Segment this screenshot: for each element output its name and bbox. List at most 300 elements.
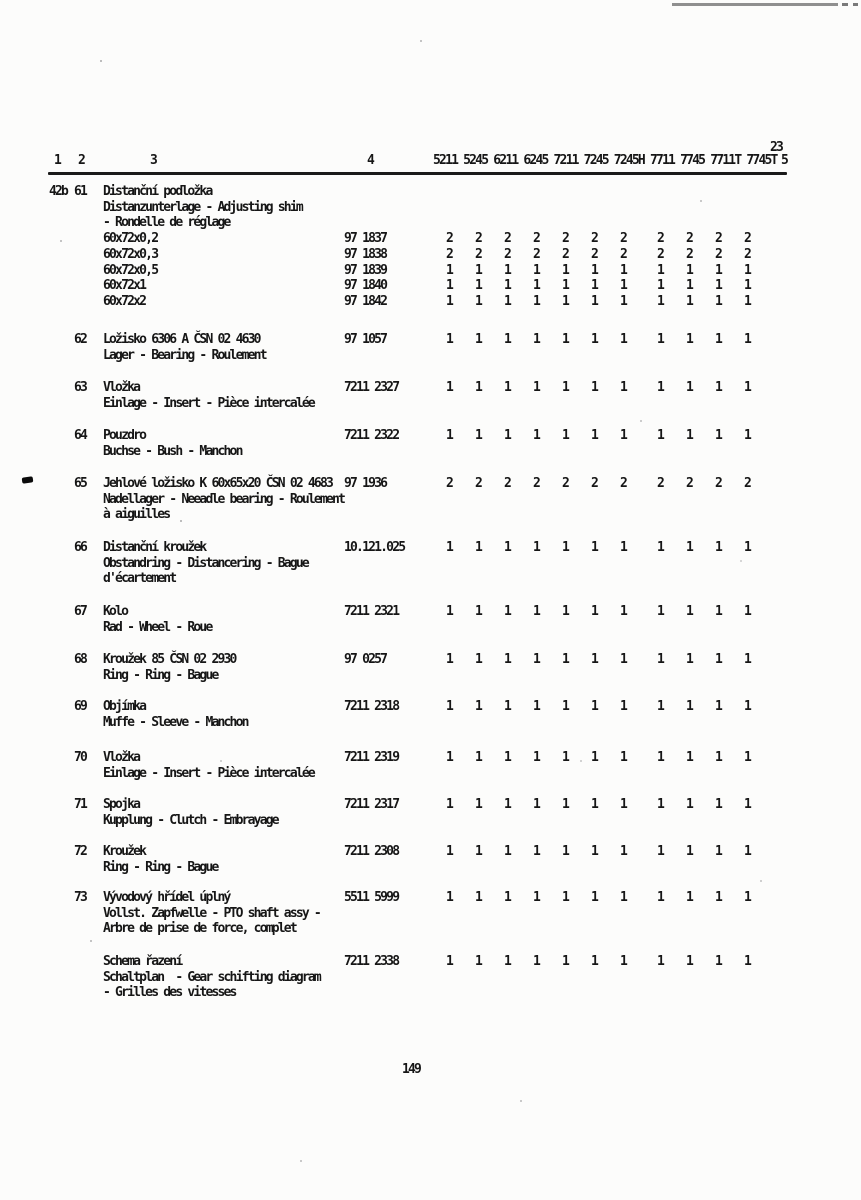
table-line <box>0 428 861 444</box>
row-description: Einlage - Insert - Pièce intercalée <box>103 395 314 411</box>
row-description: Kolo <box>103 604 128 619</box>
table-line <box>0 215 861 231</box>
qty-cell: 1 <box>561 262 569 278</box>
row-part-number: 10.121.025 <box>344 540 405 555</box>
qty-cell: 1 <box>561 604 569 619</box>
qty-cell: 1 <box>685 797 693 812</box>
table-line <box>0 507 861 523</box>
qty-cell: 1 <box>743 797 751 812</box>
table-line <box>0 954 861 970</box>
qty-cell: 1 <box>532 262 540 278</box>
qty-cell: 2 <box>532 231 540 247</box>
qty-cell: 1 <box>445 652 453 667</box>
qty-cell: 1 <box>685 890 693 905</box>
row-item-number: 71 <box>74 797 87 812</box>
table-line <box>0 540 861 556</box>
paper-specks <box>100 60 102 62</box>
qty-cell: 1 <box>685 844 693 859</box>
qty-cell: 2 <box>743 246 751 262</box>
row-description: Arbre de prise de force, complet <box>103 921 296 937</box>
qty-cell: 1 <box>714 293 722 309</box>
qty-cell: 1 <box>445 844 453 859</box>
qty-cell: 1 <box>619 428 627 443</box>
qty-cell: 1 <box>619 262 627 278</box>
row-description: Spojka <box>103 797 140 812</box>
qty-cell: 1 <box>590 954 598 969</box>
qty-cell: 1 <box>590 380 598 395</box>
qty-cell: 1 <box>590 293 598 309</box>
table-line <box>0 715 861 731</box>
row-description: Lager - Bearing - Roulement <box>103 347 266 363</box>
row-description: Schaltplan - Gear schifting diagram <box>103 969 320 985</box>
table-line <box>0 813 861 829</box>
row-description: Kroužek <box>103 844 146 859</box>
table-line <box>0 970 861 986</box>
row-description: Pouzdro <box>103 428 146 443</box>
row-part-number: 7211 2318 <box>344 699 399 714</box>
qty-cell: 1 <box>561 699 569 714</box>
qty-cell: 1 <box>685 954 693 969</box>
qty-cell: 1 <box>656 380 664 395</box>
row-description: Vývodový hřídel úplný <box>103 890 230 905</box>
row-part-number: 97 1839 <box>344 262 387 278</box>
table-line <box>0 921 861 937</box>
qty-cell: 2 <box>445 231 453 247</box>
row-description: Kroužek 85 ČSN 02 2930 <box>103 652 236 667</box>
qty-cell: 1 <box>474 540 482 555</box>
row-description: Distanzunterlage - Adjusting shim <box>103 199 302 215</box>
qty-cell: 1 <box>503 890 511 905</box>
qty-cell: 2 <box>590 246 598 262</box>
row-part-number: 7211 2338 <box>344 954 399 969</box>
row-description: Buchse - Bush - Manchon <box>103 443 242 459</box>
qty-cell: 1 <box>503 844 511 859</box>
row-description: d'écartement <box>103 571 176 587</box>
qty-cell: 1 <box>561 750 569 765</box>
table-line <box>0 231 861 247</box>
qty-cell: 1 <box>656 699 664 714</box>
row-item-number: 63 <box>74 380 87 395</box>
qty-cell: 1 <box>532 380 540 395</box>
qty-cell: 1 <box>743 332 751 347</box>
qty-cell: 1 <box>503 954 511 969</box>
qty-cell: 1 <box>656 332 664 347</box>
qty-cell: 1 <box>445 750 453 765</box>
qty-cell: 2 <box>532 246 540 262</box>
qty-cell: 1 <box>714 890 722 905</box>
row-description: Distanční kroužek <box>103 540 206 555</box>
qty-cell: 1 <box>445 954 453 969</box>
qty-cell: 1 <box>685 652 693 667</box>
qty-cell: 1 <box>474 428 482 443</box>
row-description: 60x72x0,5 <box>103 262 158 278</box>
qty-cell: 1 <box>685 428 693 443</box>
qty-cell: 1 <box>503 699 511 714</box>
qty-cell: 1 <box>656 278 664 294</box>
qty-cell: 1 <box>503 428 511 443</box>
row-description: Einlage - Insert - Pièce intercalée <box>103 765 314 781</box>
qty-cell: 1 <box>743 540 751 555</box>
table-line <box>0 348 861 364</box>
qty-cell: 1 <box>532 652 540 667</box>
qty-cell: 1 <box>445 604 453 619</box>
page-number: 149 <box>402 1062 421 1077</box>
qty-cell: 1 <box>445 278 453 294</box>
qty-cell: 1 <box>445 890 453 905</box>
qty-cell: 1 <box>619 540 627 555</box>
qty-cell: 1 <box>474 954 482 969</box>
row-part-number: 97 1057 <box>344 332 387 347</box>
qty-cell: 1 <box>590 540 598 555</box>
qty-cell: 1 <box>590 428 598 443</box>
table-line <box>0 444 861 460</box>
row-part-number: 7211 2321 <box>344 604 399 619</box>
qty-cell: 1 <box>685 278 693 294</box>
row-description: Ring - Ring - Bague <box>103 859 218 875</box>
row-part-number: 97 0257 <box>344 652 387 667</box>
qty-cell: 1 <box>561 278 569 294</box>
table-line <box>0 906 861 922</box>
qty-cell: 1 <box>619 699 627 714</box>
qty-cell: 1 <box>561 890 569 905</box>
column-header-2: 2 <box>78 153 85 168</box>
qty-cell: 2 <box>532 476 540 491</box>
qty-cell: 1 <box>503 293 511 309</box>
qty-cell: 2 <box>474 476 482 491</box>
qty-cell: 1 <box>619 797 627 812</box>
qty-cell: 1 <box>619 380 627 395</box>
qty-cell: 2 <box>474 231 482 247</box>
qty-cell: 1 <box>474 332 482 347</box>
qty-cell: 1 <box>714 428 722 443</box>
qty-cell: 1 <box>445 540 453 555</box>
qty-cell: 2 <box>656 476 664 491</box>
qty-cell: 1 <box>503 540 511 555</box>
qty-cell: 1 <box>656 797 664 812</box>
qty-cell: 1 <box>590 332 598 347</box>
row-item-number: 73 <box>74 890 87 905</box>
qty-cell: 1 <box>590 890 598 905</box>
row-description: - Grilles des vitesses <box>103 985 236 1001</box>
qty-cell: 1 <box>474 699 482 714</box>
qty-cell: 2 <box>561 231 569 247</box>
scan-edge-bar <box>672 3 838 6</box>
table-line <box>0 890 861 906</box>
table-line <box>0 200 861 216</box>
qty-cell: 1 <box>474 262 482 278</box>
qty-cell: 1 <box>532 954 540 969</box>
row-part-number: 7211 2327 <box>344 380 399 395</box>
scan-edge-dash <box>853 3 858 6</box>
row-description: Muffe - Sleeve - Manchon <box>103 714 248 730</box>
qty-cell: 1 <box>561 332 569 347</box>
qty-cell: 1 <box>656 428 664 443</box>
qty-cell: 2 <box>561 246 569 262</box>
qty-cell: 1 <box>590 797 598 812</box>
row-item-number: 66 <box>74 540 87 555</box>
qty-cell: 1 <box>656 262 664 278</box>
qty-cell: 1 <box>503 332 511 347</box>
qty-cell: 2 <box>714 246 722 262</box>
row-description: Rad - Wheel - Roue <box>103 619 212 635</box>
row-description: 60x72x2 <box>103 293 146 309</box>
qty-cell: 2 <box>656 246 664 262</box>
qty-cell: 1 <box>561 428 569 443</box>
qty-cell: 1 <box>445 332 453 347</box>
table-line <box>0 396 861 412</box>
row-part-number: 97 1936 <box>344 476 387 491</box>
table-line <box>0 380 861 396</box>
qty-cell: 1 <box>743 380 751 395</box>
row-description: 60x72x0,2 <box>103 231 158 247</box>
row-description: Distanční podložka <box>103 184 212 199</box>
qty-cell: 1 <box>532 699 540 714</box>
header-models: 5211 5245 6211 6245 7211 7245 7245H 7711 7745 7711T 7745T <box>433 153 777 168</box>
qty-cell: 1 <box>714 540 722 555</box>
qty-cell: 1 <box>714 278 722 294</box>
row-item-number: 69 <box>74 699 87 714</box>
header-rule <box>48 172 787 175</box>
table-line <box>0 571 861 587</box>
row-description: Obstandring - Distancering - Bague <box>103 555 308 571</box>
qty-cell: 1 <box>619 844 627 859</box>
qty-cell: 1 <box>714 652 722 667</box>
qty-cell: 1 <box>532 293 540 309</box>
qty-cell: 1 <box>532 428 540 443</box>
qty-cell: 1 <box>590 262 598 278</box>
qty-cell: 1 <box>619 750 627 765</box>
qty-cell: 1 <box>474 797 482 812</box>
table-line <box>0 797 861 813</box>
qty-cell: 1 <box>619 604 627 619</box>
qty-cell: 1 <box>532 332 540 347</box>
table-line <box>0 766 861 782</box>
column-header-3: 3 <box>150 153 157 168</box>
table-line <box>0 844 861 860</box>
qty-cell: 1 <box>685 262 693 278</box>
row-part-number: 97 1837 <box>344 231 387 247</box>
row-item-number: 61 <box>74 184 87 199</box>
qty-cell: 2 <box>743 476 751 491</box>
qty-cell: 1 <box>590 652 598 667</box>
qty-cell: 1 <box>619 293 627 309</box>
row-part-number: 7211 2308 <box>344 844 399 859</box>
qty-cell: 2 <box>619 246 627 262</box>
row-item-number: 67 <box>74 604 87 619</box>
qty-cell: 1 <box>714 332 722 347</box>
qty-cell: 1 <box>685 699 693 714</box>
row-item-number: 70 <box>74 750 87 765</box>
qty-cell: 1 <box>474 652 482 667</box>
row-item-number: 65 <box>74 476 87 491</box>
qty-cell: 2 <box>503 476 511 491</box>
column-header-1: 1 <box>54 153 61 168</box>
table-line <box>0 699 861 715</box>
row-part-number: 7211 2319 <box>344 750 399 765</box>
qty-cell: 1 <box>503 380 511 395</box>
qty-cell: 1 <box>503 750 511 765</box>
table-line <box>0 263 861 279</box>
qty-cell: 2 <box>685 231 693 247</box>
table-line <box>0 985 861 1001</box>
qty-cell: 1 <box>714 262 722 278</box>
qty-cell: 1 <box>532 797 540 812</box>
scan-edge-dash <box>842 3 848 6</box>
qty-cell: 1 <box>714 699 722 714</box>
qty-cell: 2 <box>561 476 569 491</box>
qty-cell: 2 <box>619 476 627 491</box>
qty-cell: 1 <box>714 380 722 395</box>
qty-cell: 1 <box>503 797 511 812</box>
table-line <box>0 332 861 348</box>
qty-cell: 1 <box>685 293 693 309</box>
qty-cell: 1 <box>445 699 453 714</box>
qty-cell: 1 <box>743 890 751 905</box>
row-item-number: 68 <box>74 652 87 667</box>
qty-cell: 1 <box>445 380 453 395</box>
qty-cell: 1 <box>656 652 664 667</box>
row-description: - Rondelle de réglage <box>103 215 230 231</box>
qty-cell: 1 <box>532 844 540 859</box>
table-line <box>0 652 861 668</box>
qty-cell: 1 <box>743 652 751 667</box>
row-part-number: 7211 2317 <box>344 797 399 812</box>
qty-cell: 1 <box>656 954 664 969</box>
qty-cell: 2 <box>445 476 453 491</box>
qty-cell: 2 <box>503 231 511 247</box>
qty-cell: 1 <box>619 652 627 667</box>
qty-cell: 1 <box>561 797 569 812</box>
column-header-4: 4 <box>367 153 374 168</box>
qty-cell: 1 <box>656 293 664 309</box>
row-section-ref: 42b <box>49 184 68 199</box>
qty-cell: 1 <box>474 890 482 905</box>
qty-cell: 1 <box>474 604 482 619</box>
table-line <box>0 860 861 876</box>
row-description: Objímka <box>103 699 146 714</box>
qty-cell: 2 <box>474 246 482 262</box>
qty-cell: 1 <box>503 278 511 294</box>
qty-cell: 1 <box>503 262 511 278</box>
qty-cell: 1 <box>743 278 751 294</box>
table-line <box>0 668 861 684</box>
qty-cell: 1 <box>714 844 722 859</box>
qty-cell: 1 <box>714 604 722 619</box>
qty-cell: 1 <box>743 604 751 619</box>
row-item-number: 72 <box>74 844 87 859</box>
table-line <box>0 278 861 294</box>
qty-cell: 1 <box>656 604 664 619</box>
qty-cell: 1 <box>656 540 664 555</box>
column-header-5: 5 <box>781 153 788 168</box>
table-line <box>0 620 861 636</box>
qty-cell: 1 <box>474 293 482 309</box>
qty-cell: 1 <box>656 844 664 859</box>
qty-cell: 1 <box>474 380 482 395</box>
row-description: Jehlové ložisko K 60x65x20 ČSN 02 4683 <box>103 476 333 491</box>
qty-cell: 1 <box>445 428 453 443</box>
qty-cell: 1 <box>532 540 540 555</box>
row-description: Vložka <box>103 750 140 765</box>
qty-cell: 1 <box>561 293 569 309</box>
qty-cell: 1 <box>445 262 453 278</box>
qty-cell: 1 <box>474 278 482 294</box>
row-part-number: 97 1840 <box>344 278 387 294</box>
qty-cell: 1 <box>561 380 569 395</box>
qty-cell: 2 <box>685 246 693 262</box>
table-line <box>0 294 861 310</box>
row-part-number: 97 1838 <box>344 246 387 262</box>
qty-cell: 1 <box>474 844 482 859</box>
qty-cell: 1 <box>743 293 751 309</box>
table-line <box>0 556 861 572</box>
qty-cell: 1 <box>503 652 511 667</box>
qty-cell: 1 <box>685 380 693 395</box>
row-description: Vollst. Zapfwelle - PTO shaft assy - <box>103 905 320 921</box>
qty-cell: 1 <box>743 750 751 765</box>
qty-cell: 1 <box>561 844 569 859</box>
table-line <box>0 492 861 508</box>
qty-cell: 1 <box>590 750 598 765</box>
qty-cell: 1 <box>503 604 511 619</box>
table-line <box>0 750 861 766</box>
row-description: Vložka <box>103 380 140 395</box>
qty-cell: 2 <box>656 231 664 247</box>
row-description: Nadellager - Neeadle bearing - Roulement <box>103 491 345 507</box>
qty-cell: 1 <box>532 750 540 765</box>
qty-cell: 1 <box>590 604 598 619</box>
qty-cell: 2 <box>743 231 751 247</box>
row-description: Ložisko 6306 A ČSN 02 4630 <box>103 332 260 347</box>
qty-cell: 1 <box>619 332 627 347</box>
qty-cell: 1 <box>561 954 569 969</box>
qty-cell: 1 <box>619 278 627 294</box>
qty-cell: 1 <box>590 699 598 714</box>
table-line <box>0 476 861 492</box>
qty-cell: 1 <box>685 332 693 347</box>
qty-cell: 1 <box>532 604 540 619</box>
qty-cell: 1 <box>619 890 627 905</box>
qty-cell: 1 <box>590 844 598 859</box>
corner-page-ref: 23 <box>770 140 783 155</box>
qty-cell: 1 <box>532 890 540 905</box>
qty-cell: 1 <box>743 699 751 714</box>
qty-cell: 2 <box>590 476 598 491</box>
table-line <box>0 604 861 620</box>
qty-cell: 1 <box>532 278 540 294</box>
qty-cell: 2 <box>619 231 627 247</box>
qty-cell: 2 <box>445 246 453 262</box>
row-description: à aiguilles <box>103 507 170 523</box>
row-description: Kupplung - Clutch - Embrayage <box>103 812 278 828</box>
qty-cell: 1 <box>685 604 693 619</box>
row-part-number: 97 1842 <box>344 293 387 309</box>
row-part-number: 7211 2322 <box>344 428 399 443</box>
qty-cell: 1 <box>685 540 693 555</box>
qty-cell: 2 <box>685 476 693 491</box>
table-line <box>0 247 861 263</box>
row-description: Schema řazení <box>103 954 182 969</box>
qty-cell: 1 <box>561 540 569 555</box>
row-description: 60x72x0,3 <box>103 246 158 262</box>
qty-cell: 1 <box>743 844 751 859</box>
qty-cell: 1 <box>619 954 627 969</box>
qty-cell: 1 <box>685 750 693 765</box>
qty-cell: 1 <box>743 954 751 969</box>
qty-cell: 2 <box>503 246 511 262</box>
row-description: Ring - Ring - Bague <box>103 667 218 683</box>
row-item-number: 64 <box>74 428 87 443</box>
